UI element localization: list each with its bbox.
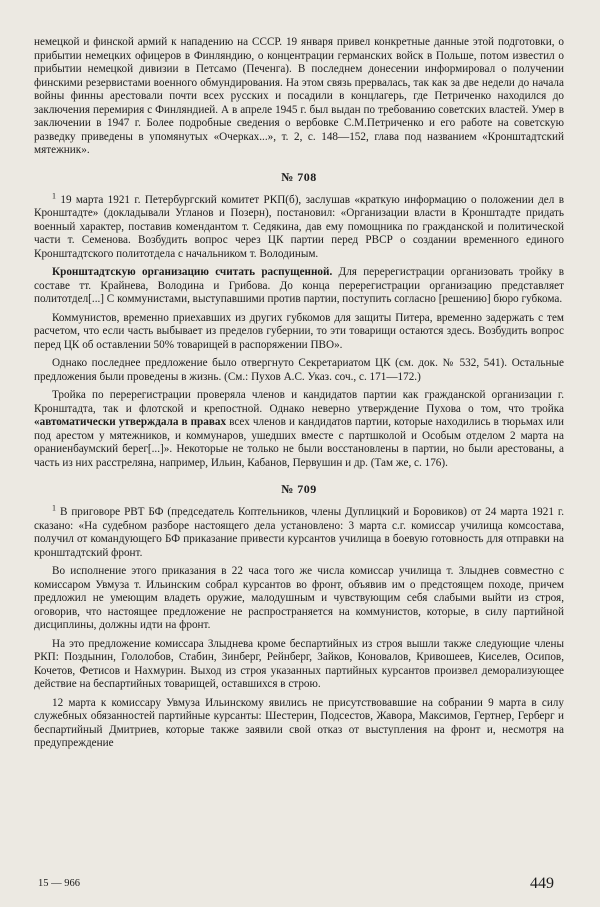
paragraph-text: всех членов и кандидатов партии, которые находились в тюрьмах или под арестом у мятежников, и коммунаров, ушедших вместе с партшколой и Особым отделом 2 марта на ораниенбаумский берег[...]». Некоторые не только не были восстановлены в партии, но были арестованы, а часть из них расстреляна, например, Ильин, Кабанов, Первушин и др. (Там же, с. 176). — [34, 416, 564, 469]
footnote-marker: 1 — [52, 503, 56, 513]
footnote-marker: 1 — [52, 190, 56, 200]
section-709-paragraph-1 — [34, 503, 565, 560]
paragraph-text: 19 марта 1921 г. Петербургский комитет РКП(б), заслушав «краткую информацию о положении дел в Кронштадте» (докладывали Угланов и Позерн), постановил: «Организации власти в Кронштадте придать военный характер, поставив комендантом т. Седякина, дав ему помощника по гражданской и политической части т. Семенова. Возбудить вопрос через ЦК партии перед РВСР о создании временного единого Кронштадтского политотдела с начальником т. Володиным. — [34, 193, 564, 260]
bold-phrase: «автоматически утверждала в правах — [34, 416, 227, 428]
signature-code: 15 — 966 — [38, 878, 80, 889]
paragraph-text: Для перерегистрации организовать тройку в составе тт. Крайнева, Володина и Грибова. До конца перерегистрации организацию представляет политотдел[...] С коммунистами, выступавшими против партии, поступить согласно [решению] бюро губкома. — [34, 266, 564, 305]
paragraph-text: Тройка по перерегистрации проверяла членов и кандидатов партии как гражданской организации г. Кронштадта, так и флотской и крепостной. Однако неверно утверждение Пухова о том, что тройка — [34, 389, 564, 415]
intro-paragraph: немецкой и финской армий к нападению на СССР. 19 января привел конкретные данные этой подготовки, о прибытии немецких офицеров в Финляндию, о концентрации германских войск в Польше, потом известил о прибытии немецкой дивизии в Петсамо (Печенга). В последнем донесении информировал о получении финскими резервистами военного обмундирования. На этом связь прервалась, так как за две недели до начала войны финны арестовали почти всех русских и посадили в концлагерь, где Петриченко находился до заключения перемирия с Финляндией. А в апреле 1945 г. был выдан по требованию советских властей. Умер в заключении в 1947 г. Более подробные сведения о вербовке С.М.Петриченко и его работе на советскую разведку приведены в упомянутых «Очерках...», т. 2, с. 148—152, глава под названием «Кронштадтский мятежник». — [34, 36, 564, 156]
section-708-paragraph-4: Однако последнее предложение было отвергнуто Секретариатом ЦК (см. док. № 532, 541). Остальные предложения были проведены в жизнь. (См.: Пухов А.С. Указ. соч., с. 171—172.) — [34, 357, 564, 383]
paragraph-text: В приговоре РВТ БФ (председатель Коптельников, члены Дуплицкий и Боровиков) от 24 марта 1921 г. сказано: «На судебном разборе настоящего дела установлено: 3 марта с.г. комиссар училища комсостава, получил от командующего БФ приказание привести курсантов училища в боевую готовность для отправки на кронштадтский фронт. — [34, 506, 565, 559]
page-footer — [34, 869, 564, 893]
section-708-paragraph-5 — [34, 389, 564, 470]
section-709-paragraph-4: 12 марта к комиссару Увмуза Ильинскому явились не присутствовавшие на собрании 9 марта в силу служебных обязанностей партийные курсанты: Шестерин, Подсестов, Жавора, Максимов, Гертнер, Герберг и беспартийный Дмитриев, которые также заявили свой отказ от выступления на фронт и, несмотря на предупреждение — [34, 696, 564, 749]
section-708-heading: № 708 — [281, 169, 317, 184]
section-709-paragraph-2: Во исполнение этого приказания в 22 часа того же числа комиссар училища т. Злыднев совместно с комиссаром Увмуза т. Ильинским собрал курсантов во фронт, объявив им о предстоящем походе, причем предложил не умеющим владеть оружие, малодушным и чувствующим себя слабыми выйти из строя, оговорив, что настоящее предложение не распространяется на коммунистов, которые, в силу партийной дисциплины, должны идти на фронт. — [34, 565, 564, 631]
bold-phrase: Кронштадтскую организацию считать распущенной. — [52, 266, 333, 278]
page-number: 449 — [530, 875, 554, 892]
section-709-paragraph-3: На это предложение комиссара Злыднева кроме беспартийных из строя вышли также следующие члены РКП: Поздынин, Гололобов, Стабин, Зинберг, Рейнберг, Зайков, Коновалов, Кривошеев, Киселев, Осипов, Кочетов, Фетисов и Нахмурин. Выход из строя указанных партийных курсантов произвел деморализующее действие на беспартийных товарищей, оставшихся в строю. — [34, 637, 564, 690]
section-708-paragraph-2 — [34, 266, 564, 307]
section-708-paragraph-1 — [34, 190, 564, 262]
section-708-paragraph-3: Коммунистов, временно приехавших из других губкомов для защиты Питера, временно задержать с тем расчетом, что если часть выбывает из пределов губернии, то эти товарищи остаются здесь. Возбудить вопрос перед ЦК об оставлении 50% товарищей в распоряжении ПВО». — [34, 311, 564, 351]
section-709-heading: № 709 — [281, 482, 317, 496]
